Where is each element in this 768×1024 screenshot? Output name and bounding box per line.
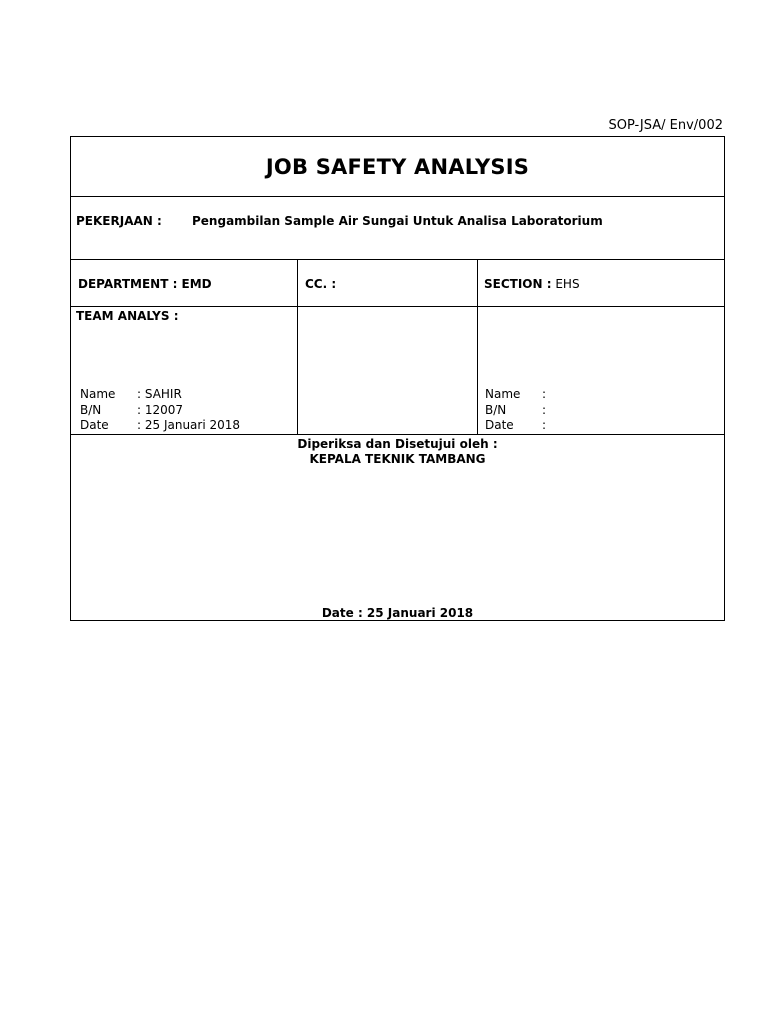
job-row (71, 197, 724, 260)
bn-key: B/N (80, 402, 102, 417)
info-line (80, 387, 240, 403)
document-code: SOP-JSA/ Env/002 (608, 118, 723, 133)
name-value: : (542, 387, 547, 401)
section-label: SECTION : (484, 277, 552, 291)
name-key: Name (80, 387, 116, 401)
date-value: : (542, 418, 547, 432)
info-line (80, 403, 240, 419)
jsa-form (70, 136, 725, 621)
date-key: Date (80, 418, 109, 432)
approval-date: Date : 25 Januari 2018 (321, 606, 474, 620)
approval-row (71, 435, 724, 622)
team-left-info (80, 387, 240, 434)
job-label: PEKERJAAN : (76, 214, 162, 228)
date-key: Date (485, 418, 514, 432)
job-value: Pengambilan Sample Air Sungai Untuk Analisa Laboratorium (192, 214, 603, 228)
team-row (71, 307, 724, 435)
team-right-cell (478, 307, 726, 434)
info-line (485, 387, 546, 403)
team-left-cell (71, 307, 298, 434)
section-text (484, 277, 580, 291)
section-value: EHS (551, 277, 580, 291)
date-value: : 25 Januari 2018 (137, 418, 241, 432)
info-line (80, 418, 240, 434)
name-value: : SAHIR (137, 387, 182, 401)
cc-label: CC. : (305, 277, 337, 291)
team-right-info (485, 387, 546, 434)
section-cell (478, 260, 726, 306)
cc-cell (298, 260, 478, 306)
team-middle-cell (298, 307, 478, 434)
approver-title: KEPALA TEKNIK TAMBANG (309, 452, 486, 466)
department-cell (71, 260, 298, 306)
approval-caption: Diperiksa dan Disetujui oleh : (297, 437, 498, 451)
info-line (485, 403, 546, 419)
team-label: TEAM ANALYS : (76, 309, 179, 323)
department-label: DEPARTMENT : EMD (78, 277, 212, 291)
page-title: JOB SAFETY ANALYSIS (265, 154, 530, 179)
bn-key: B/N (485, 402, 507, 417)
title-row (71, 137, 724, 197)
bn-value: : 12007 (137, 402, 184, 417)
department-row (71, 260, 724, 307)
info-line (485, 418, 546, 434)
bn-value: : (542, 402, 547, 417)
name-key: Name (485, 387, 521, 401)
